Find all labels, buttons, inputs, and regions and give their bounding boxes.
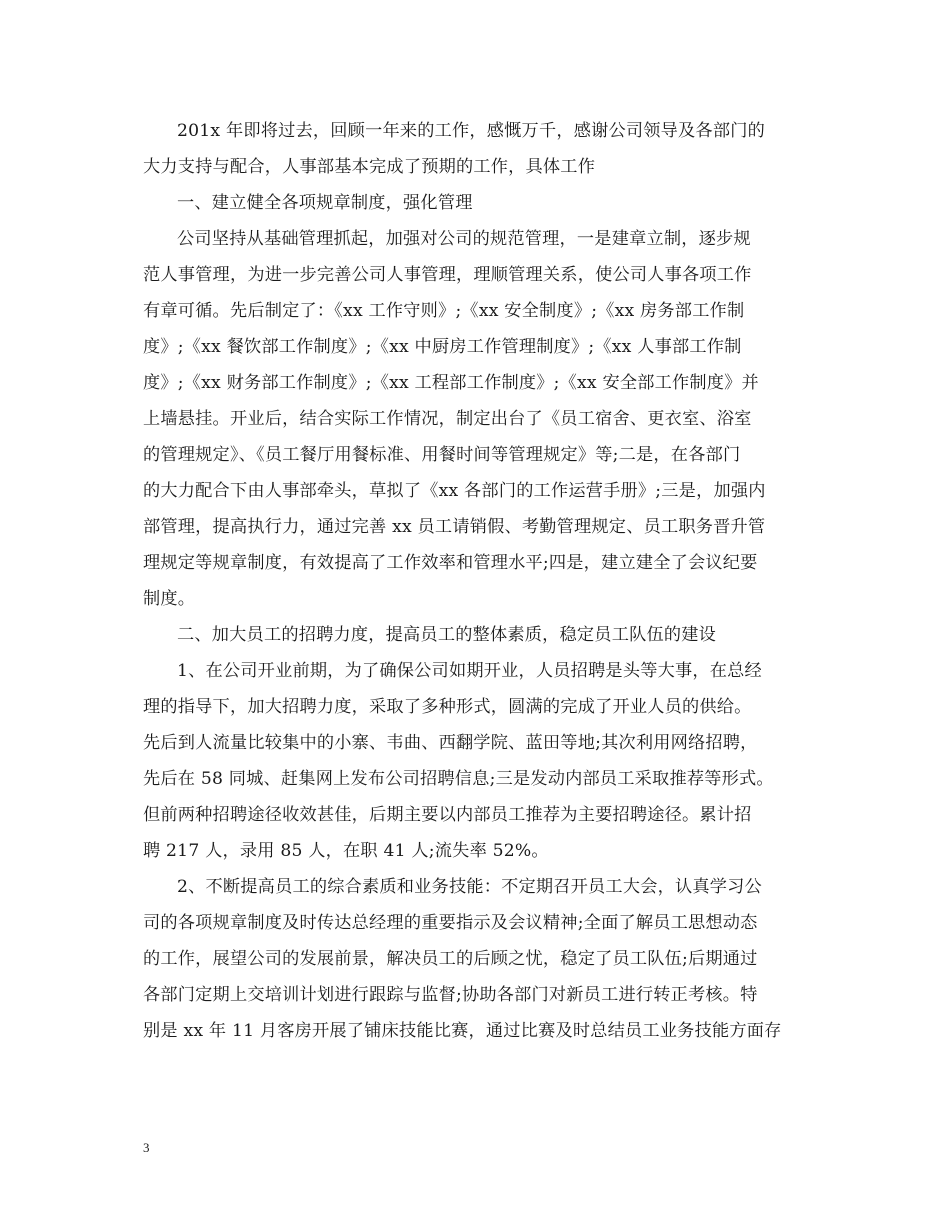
page-number: 3 [143, 1140, 150, 1155]
paragraph-line: 度》;《xx 财务部工作制度》;《xx 工程部工作制度》;《xx 安全部工作制度》并 [143, 373, 759, 393]
paragraph-line: 201x 年即将过去，回顾一年来的工作，感慨万千，感谢公司领导及各部门的 [177, 121, 765, 141]
paragraph-line: 公司坚持从基础管理抓起，加强对公司的规范管理，一是建章立制，逐步规 [177, 229, 751, 249]
paragraph-line: 的工作，展望公司的发展前景，解决员工的后顾之忧，稳定了员工队伍;后期通过 [143, 949, 758, 969]
paragraph-line: 范人事管理，为进一步完善公司人事管理，理顺管理关系，使公司人事各项工作 [143, 265, 752, 285]
paragraph-line: 聘 217 人，录用 85 人，在职 41 人;流失率 52%。 [143, 841, 549, 861]
paragraph-line: 部管理，提高执行力，通过完善 xx 员工请销假、考勤管理规定、员工职务晋升管 [143, 517, 766, 537]
paragraph-line: 有章可循。先后制定了：《xx 工作守则》;《xx 安全制度》;《xx 房务部工作制 [143, 301, 745, 321]
paragraph-line: 先后在 58 同城、赶集网上发布公司招聘信息;三是发动内部员工采取推荐等形式。 [143, 769, 774, 789]
paragraph-line: 先后到人流量比较集中的小寨、韦曲、西翻学院、蓝田等地;其次利用网络招聘， [143, 733, 758, 753]
paragraph-line: 度》;《xx 餐饮部工作制度》;《xx 中厨房工作管理制度》;《xx 人事部工作制 [143, 337, 742, 357]
paragraph-line: 大力支持与配合，人事部基本完成了预期的工作，具体工作 [143, 157, 596, 177]
paragraph-line: 制度。 [143, 589, 196, 609]
paragraph-line: 司的各项规章制度及时传达总经理的重要指示及会议精神;全面了解员工思想动态 [143, 913, 758, 933]
paragraph-line: 别是 xx 年 11 月客房开展了铺床技能比赛，通过比赛及时总结员工业务技能方面存 [143, 1021, 782, 1041]
paragraph-line: 2、不断提高员工的综合素质和业务技能：不定期召开员工大会，认真学习公 [177, 877, 762, 897]
document-body [143, 113, 806, 1049]
section-heading: 一、建立健全各项规章制度，强化管理 [177, 193, 473, 213]
paragraph-line: 的大力配合下由人事部牵头，草拟了《xx 各部门的工作运营手册》;三是，加强内 [143, 481, 766, 501]
section-heading: 二、加大员工的招聘力度，提高员工的整体素质，稳定员工队伍的建设 [177, 625, 717, 645]
paragraph-line: 但前两种招聘途径收效甚佳，后期主要以内部员工推荐为主要招聘途径。累计招 [143, 805, 752, 825]
paragraph-line: 的管理规定》、《员工餐厅用餐标准、用餐时间等管理规定》等;二是，在各部门 [143, 445, 741, 465]
paragraph-line: 各部门定期上交培训计划进行跟踪与监督;协助各部门对新员工进行转正考核。特 [143, 985, 758, 1005]
paragraph-line: 1、在公司开业前期，为了确保公司如期开业，人员招聘是头等大事，在总经 [177, 661, 762, 681]
paragraph-line: 理规定等规章制度，有效提高了工作效率和管理水平;四是，建立建全了会议纪要 [143, 553, 758, 573]
paragraph-line: 理的指导下，加大招聘力度，采取了多种形式，圆满的完成了开业人员的供给。 [143, 697, 752, 717]
paragraph-line: 上墙悬挂。开业后，结合实际工作情况，制定出台了《员工宿舍、更衣室、浴室 [143, 409, 752, 429]
